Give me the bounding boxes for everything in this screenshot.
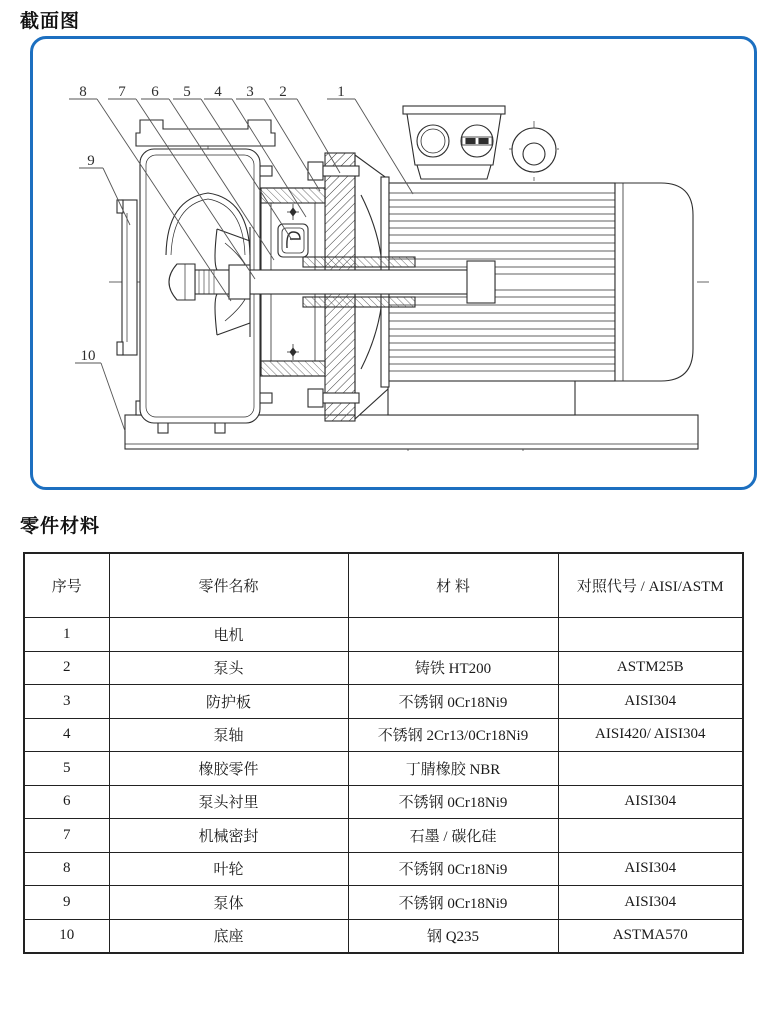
cell-name: 泵头衬里 bbox=[109, 785, 348, 819]
header-no: 序号 bbox=[24, 553, 109, 618]
mechanical-seal bbox=[303, 257, 415, 267]
cell-code: AISI304 bbox=[558, 785, 743, 819]
cell-name: 防护板 bbox=[109, 685, 348, 719]
cell-name: 机械密封 bbox=[109, 819, 348, 853]
table-row bbox=[24, 819, 743, 853]
header-code: 对照代号 / AISI/ASTM bbox=[558, 553, 743, 618]
header-material: 材 料 bbox=[348, 553, 558, 618]
cell-no: 3 bbox=[24, 685, 109, 719]
cell-name: 橡胶零件 bbox=[109, 752, 348, 786]
cell-no: 5 bbox=[24, 752, 109, 786]
cell-name: 电机 bbox=[109, 618, 348, 652]
callout-1: 1 bbox=[337, 84, 345, 100]
callout-5: 5 bbox=[183, 84, 191, 100]
cell-material: 不锈钢 0Cr18Ni9 bbox=[348, 685, 558, 719]
cell-material: 不锈钢 2Cr13/0Cr18Ni9 bbox=[348, 718, 558, 752]
table-row bbox=[24, 752, 743, 786]
cell-material: 不锈钢 0Cr18Ni9 bbox=[348, 852, 558, 886]
parts-material-table bbox=[23, 552, 744, 954]
table-row bbox=[24, 718, 743, 752]
cell-material: 钢 Q235 bbox=[348, 919, 558, 953]
cell-name: 泵头 bbox=[109, 651, 348, 685]
callout-9: 9 bbox=[87, 153, 95, 169]
table-row bbox=[24, 886, 743, 920]
callout-6: 6 bbox=[151, 84, 159, 100]
cell-no: 2 bbox=[24, 651, 109, 685]
suction-flange bbox=[117, 200, 137, 355]
brand-logo bbox=[278, 224, 308, 257]
section-view-title: 截面图 bbox=[20, 11, 81, 32]
cell-code bbox=[558, 752, 743, 786]
table-row bbox=[24, 919, 743, 953]
cell-code: AISI420/ AISI304 bbox=[558, 718, 743, 752]
lifting-eye bbox=[512, 128, 556, 172]
table-row bbox=[24, 651, 743, 685]
callout-7: 7 bbox=[118, 84, 126, 100]
cell-material: 不锈钢 0Cr18Ni9 bbox=[348, 886, 558, 920]
cell-no: 8 bbox=[24, 852, 109, 886]
cell-name: 泵轴 bbox=[109, 718, 348, 752]
callout-4: 4 bbox=[214, 84, 222, 100]
cell-material: 丁腈橡胶 NBR bbox=[348, 752, 558, 786]
header-name: 零件名称 bbox=[109, 553, 348, 618]
cell-material: 不锈钢 0Cr18Ni9 bbox=[348, 785, 558, 819]
callout-3: 3 bbox=[246, 84, 254, 100]
cell-code: AISI304 bbox=[558, 886, 743, 920]
cell-no: 7 bbox=[24, 819, 109, 853]
cell-no: 10 bbox=[24, 919, 109, 953]
table-header-row bbox=[24, 553, 743, 618]
cell-name: 底座 bbox=[109, 919, 348, 953]
cell-code bbox=[558, 618, 743, 652]
callout-2: 2 bbox=[279, 84, 287, 100]
cell-material: 铸铁 HT200 bbox=[348, 651, 558, 685]
cell-name: 泵体 bbox=[109, 886, 348, 920]
terminal-box bbox=[403, 106, 505, 179]
cell-code: AISI304 bbox=[558, 852, 743, 886]
table-row bbox=[24, 785, 743, 819]
table-row bbox=[24, 685, 743, 719]
discharge-flange bbox=[136, 120, 275, 146]
cell-code bbox=[558, 819, 743, 853]
table-row bbox=[24, 618, 743, 652]
parts-material-title: 零件材料 bbox=[20, 516, 101, 537]
cell-code: AISI304 bbox=[558, 685, 743, 719]
cell-material: 石墨 / 碳化硅 bbox=[348, 819, 558, 853]
section-view-panel bbox=[30, 36, 757, 490]
table-row bbox=[24, 852, 743, 886]
cell-material bbox=[348, 618, 558, 652]
cell-no: 9 bbox=[24, 886, 109, 920]
callout-8: 8 bbox=[79, 84, 87, 100]
cell-no: 4 bbox=[24, 718, 109, 752]
cell-name: 叶轮 bbox=[109, 852, 348, 886]
cell-no: 1 bbox=[24, 618, 109, 652]
cell-code: ASTMA570 bbox=[558, 919, 743, 953]
callout-10: 10 bbox=[80, 348, 96, 364]
cell-no: 6 bbox=[24, 785, 109, 819]
cell-code: ASTM25B bbox=[558, 651, 743, 685]
